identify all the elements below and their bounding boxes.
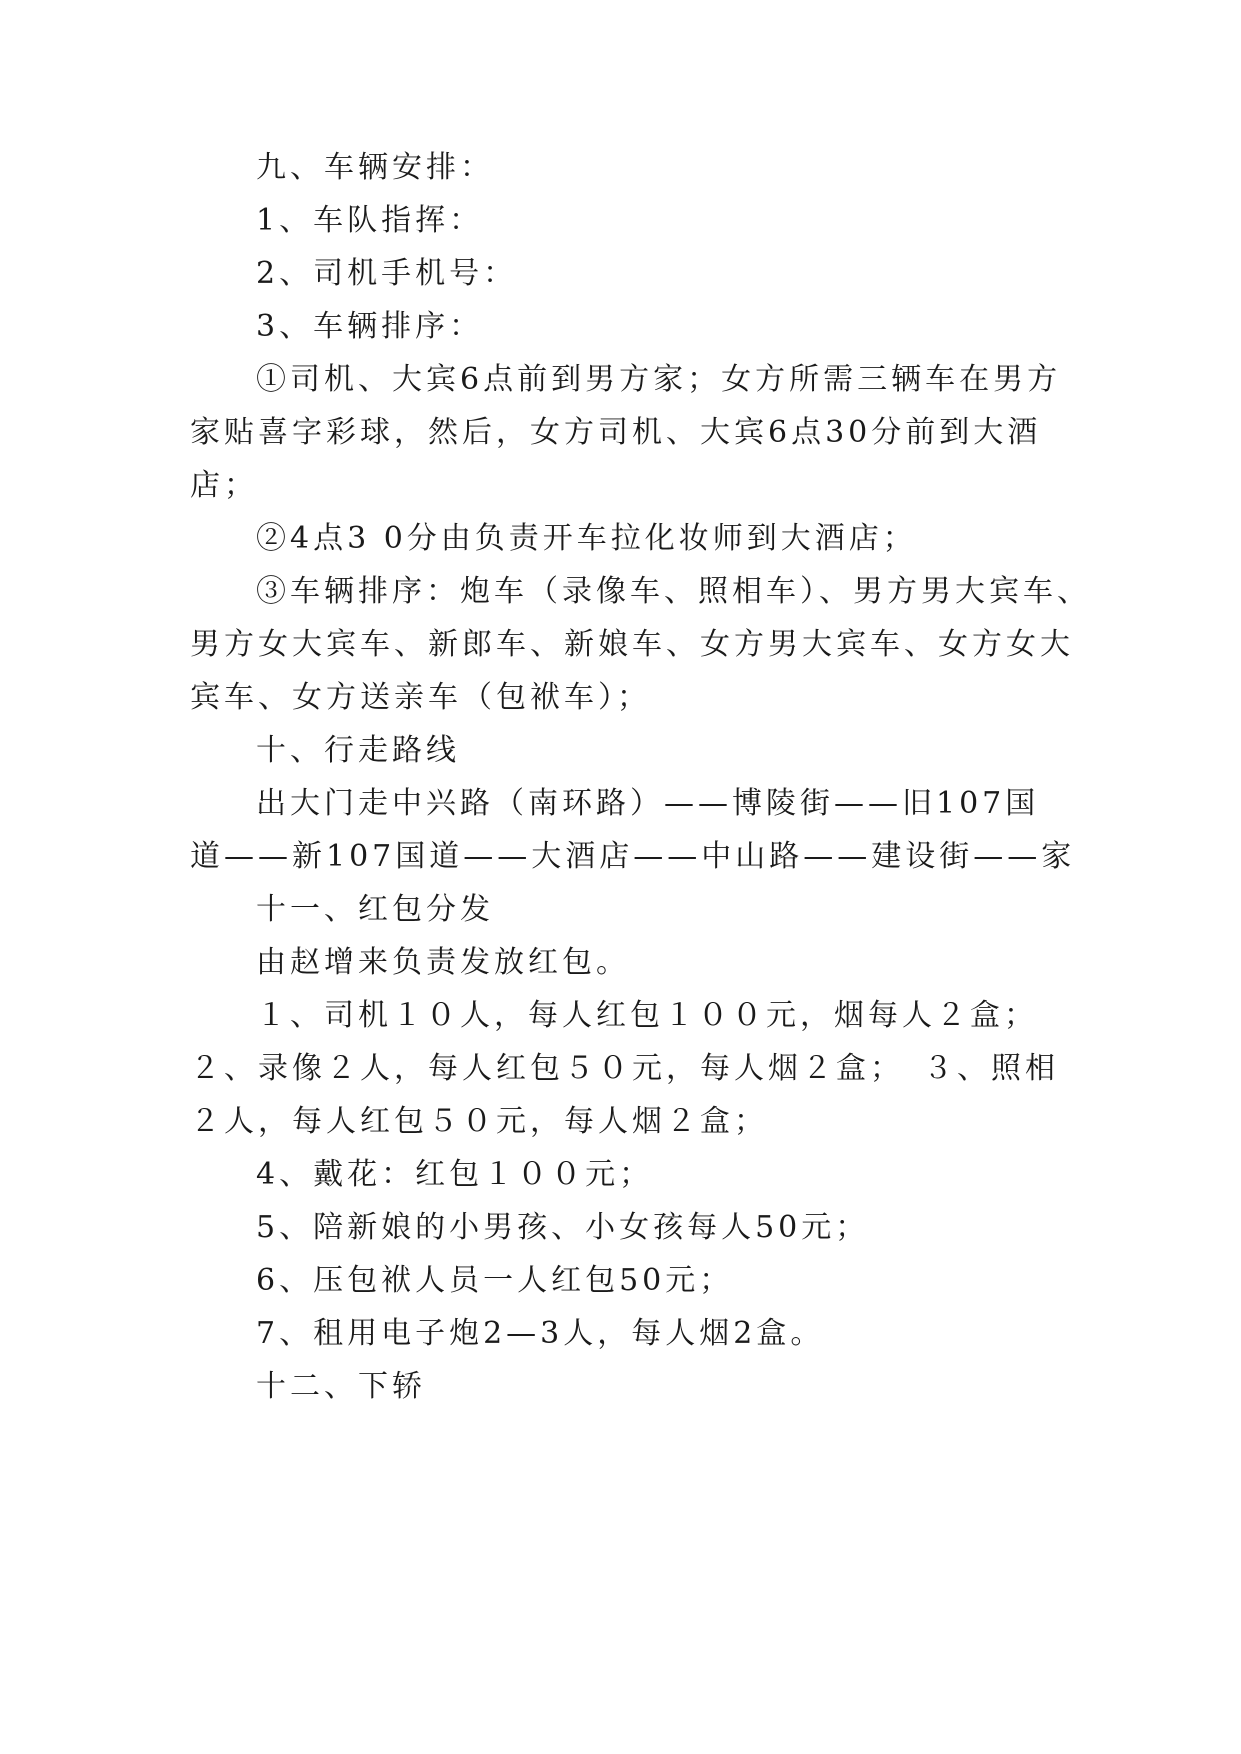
paragraph-line: 男方女大宾车、新郎车、新娘车、女方男大宾车、女方女大 xyxy=(190,627,1074,662)
item-driver-phone: 2、司机手机号： xyxy=(256,256,518,291)
paragraph-line: ①司机、大宾6点前到男方家；女方所需三辆车在男方 xyxy=(256,362,1062,397)
paragraph-line: ２人，每人红包５０元，每人烟２盒； xyxy=(190,1104,768,1139)
item-vehicle-order: 3、车辆排序： xyxy=(256,309,484,344)
paragraph-line: 4、戴花：红包１００元； xyxy=(256,1157,654,1192)
paragraph-line: 6、压包袱人员一人红包50元； xyxy=(256,1263,734,1298)
paragraph-line: ③车辆排序：炮车（录像车、照相车）、男方男大宾车、 xyxy=(256,574,1091,609)
paragraph-line: １、司机１０人，每人红包１００元，烟每人２盒； xyxy=(256,998,1038,1033)
paragraph-line: 宾车、女方送亲车（包袱车）； xyxy=(190,680,651,715)
paragraph-line: 7、租用电子炮2—3人，每人烟2盒。 xyxy=(256,1316,825,1351)
section-heading-route: 十、行走路线 xyxy=(256,733,460,768)
section-heading-red-envelopes: 十一、红包分发 xyxy=(256,892,494,927)
paragraph-line: 家贴喜字彩球，然后，女方司机、大宾6点30分前到大酒 xyxy=(190,415,1042,450)
paragraph-line: ②4点3 0分由负责开车拉化妆师到大酒店； xyxy=(256,521,917,556)
section-heading-vehicles: 九、车辆安排： xyxy=(256,150,494,185)
item-convoy-commander: 1、车队指挥： xyxy=(256,203,484,238)
paragraph-line: 出大门走中兴路（南环路）——博陵街——旧107国 xyxy=(256,786,1040,821)
section-heading-sedan: 十二、下轿 xyxy=(256,1369,426,1404)
paragraph-line: 店； xyxy=(190,468,258,503)
paragraph-line: ２、录像２人，每人红包５０元，每人烟２盒； ３、照相 xyxy=(190,1051,1059,1086)
paragraph-line: 道——新107国道——大酒店——中山路——建设街——家 xyxy=(190,839,1076,874)
paragraph-line: 由赵增来负责发放红包。 xyxy=(256,945,630,980)
paragraph-line: 5、陪新娘的小男孩、小女孩每人50元； xyxy=(256,1210,870,1245)
